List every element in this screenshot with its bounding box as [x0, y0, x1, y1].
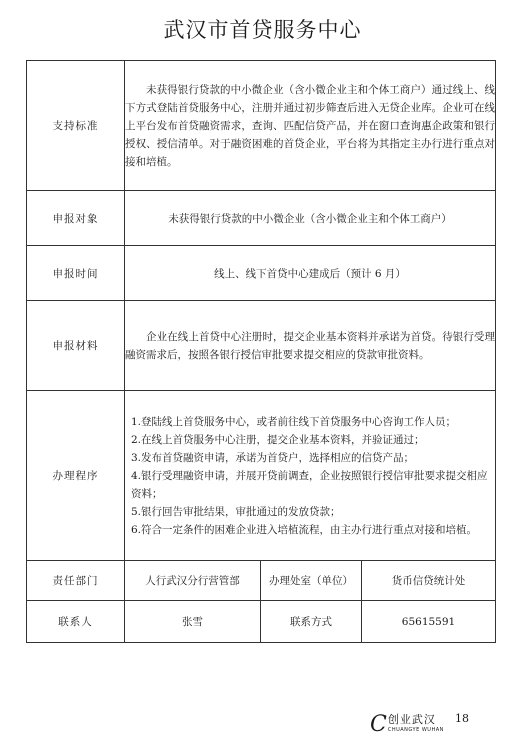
procedure-step: 5.银行回告审批结果，审批通过的发放贷款；	[131, 505, 341, 518]
support-label: 支持标准	[27, 61, 125, 191]
row-applicant	[27, 191, 496, 246]
materials-label: 申报材料	[27, 301, 125, 391]
row-procedure	[27, 391, 496, 561]
contact-value: 张雪	[125, 601, 261, 643]
row-contact	[27, 601, 496, 643]
applicant-text: 未获得银行贷款的中小微企业（含小微企业主和个体工商户）	[125, 191, 496, 246]
row-time	[27, 246, 496, 301]
procedure-step: 4.银行受理融资申请，并展开贷前调查，企业按照银行授信审批要求提交相应资料；	[131, 469, 488, 500]
department-value: 人行武汉分行营管部	[125, 561, 261, 601]
time-label: 申报时间	[27, 246, 125, 301]
procedure-step: 6.符合一定条件的困难企业进入培植流程，由主办行进行重点对接和培植。	[131, 523, 478, 536]
time-text: 线上、线下首贷中心建成后（预计 6 月）	[125, 246, 496, 301]
logo-english-text: CHUANGYE WUHAN	[387, 726, 444, 733]
contact-label: 联系人	[27, 601, 125, 643]
page-number: 18	[455, 712, 469, 725]
procedure-step: 3.发布首贷融资申请，承诺为首贷户，选择相应的信贷产品；	[131, 451, 415, 464]
phone-label: 联系方式	[261, 601, 362, 643]
chuangye-wuhan-logo	[370, 712, 444, 737]
row-department	[27, 561, 496, 601]
info-table	[26, 60, 496, 643]
materials-text: 企业在线上首贷中心注册时，提交企业基本资料并承诺为首贷。待银行受理融资需求后，按照各银行授信审批要求提交相应的贷款审批资料。	[125, 301, 496, 391]
logo-chinese-text: 创业武汉	[387, 712, 436, 726]
row-support	[27, 61, 496, 191]
row-materials	[27, 301, 496, 391]
procedure-label: 办理程序	[27, 391, 125, 561]
logo-c-icon: C	[370, 712, 387, 737]
applicant-label: 申报对象	[27, 191, 125, 246]
procedure-steps	[125, 409, 495, 543]
office-label: 办理处室（单位）	[261, 561, 362, 601]
procedure-step: 1.登陆线上首贷服务中心，或者前往线下首贷服务中心咨询工作人员；	[131, 415, 457, 428]
support-text: 未获得银行贷款的中小微企业（含小微企业主和个体工商户）通过线上、线下方式登陆首贷服务中心，注册并通过初步筛查后进入无贷企业库。企业可在线上平台发布首贷融资需求，查询、匹配信贷产品，并在窗口查询惠企政策和银行授权、授信清单。对于融资困难的首贷企业，平台将为其指定主办行进行重点对接和培植。	[125, 61, 496, 191]
office-value: 货币信贷统计处	[362, 561, 496, 601]
department-label: 责任部门	[27, 561, 125, 601]
phone-value: 65615591	[362, 601, 496, 643]
procedure-cell	[125, 391, 496, 561]
page-title: 武汉市首贷服务中心	[163, 18, 362, 42]
procedure-step: 2.在线上首贷服务中心注册，提交企业基本资料，并验证通过；	[131, 433, 425, 446]
